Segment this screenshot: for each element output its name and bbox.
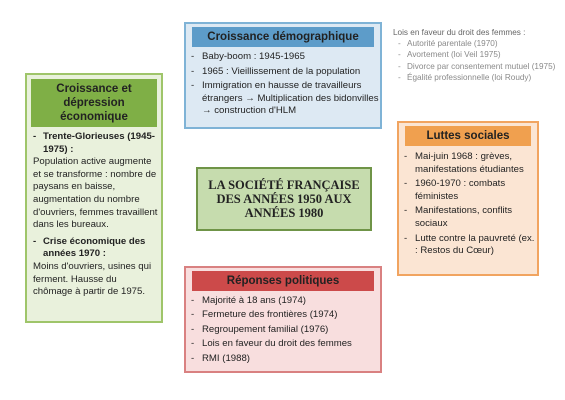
subheading-trente-glorieuses: - Trente-Glorieuses (1945-1975) : (27, 131, 161, 156)
list-lois (393, 38, 558, 83)
subheading-crise: - Crise économique des années 1970 : (27, 236, 161, 261)
central-title: LA SOCIÉTÉ FRANÇAISE DES ANNÉES 1950 AUX ANNÉES 1980 (196, 167, 372, 231)
list-item: - RMI (1988) (186, 353, 380, 366)
box-title-reponses: Réponses politiques (192, 271, 374, 291)
box-lois-droit-femmes (393, 27, 558, 113)
lois-title: Lois en faveur du droit des femmes : (393, 28, 526, 37)
list-item: - Majorité à 18 ans (1974) (186, 295, 380, 308)
list-item: - Lois en faveur du droit des femmes (186, 338, 380, 351)
box-croissance-demographique (184, 22, 382, 129)
list-item: - Autorité parentale (1970) (393, 38, 558, 49)
list-luttes (399, 151, 537, 258)
list-item: - Mai-juin 1968 : grèves, manifestations étudiantes (399, 151, 537, 176)
text-trente-glorieuses: Population active augmente et se transforme : nombre de paysans en baisse, augmentation du nombre d'ouvriers, femmes travaillent dans les bureaux. (33, 156, 158, 231)
box-title-luttes: Luttes sociales (405, 126, 531, 146)
list-item: - Fermeture des frontières (1974) (186, 309, 380, 322)
text-crise: Moins d'ouvriers, usines qui ferment. Hausse du chômage à partir de 1975. (33, 260, 152, 298)
list-item: - 1960-1970 : combats féministes (399, 178, 537, 203)
list-item: - 1965 : Vieillissement de la population (186, 66, 380, 79)
box-reponses-politiques (184, 266, 382, 373)
box-luttes-sociales (397, 121, 539, 276)
list-reponses (186, 295, 380, 365)
list-item: - Manifestations, conflits sociaux (399, 205, 537, 230)
list-item: - Regroupement familial (1976) (186, 324, 380, 337)
list-item: - Baby-boom : 1945-1965 (186, 51, 380, 64)
list-item: - Avortement (loi Veil 1975) (393, 49, 558, 60)
box-title-demographie: Croissance démographique (192, 27, 374, 47)
list-item: - Lutte contre la pauvreté (ex. : Restos du Cœur) (399, 233, 537, 258)
box-title-economie: Croissance et dépression économique (31, 79, 157, 127)
box-croissance-depression (25, 73, 163, 323)
list-item: - Immigration en hausse de travailleurs étrangers → Multiplication des bidonvilles → construction d'HLM (186, 80, 380, 118)
list-item: - Divorce par consentement mutuel (1975) (393, 61, 558, 72)
list-item: - Égalité professionnelle (loi Roudy) (393, 72, 558, 83)
list-demographie (186, 51, 380, 118)
